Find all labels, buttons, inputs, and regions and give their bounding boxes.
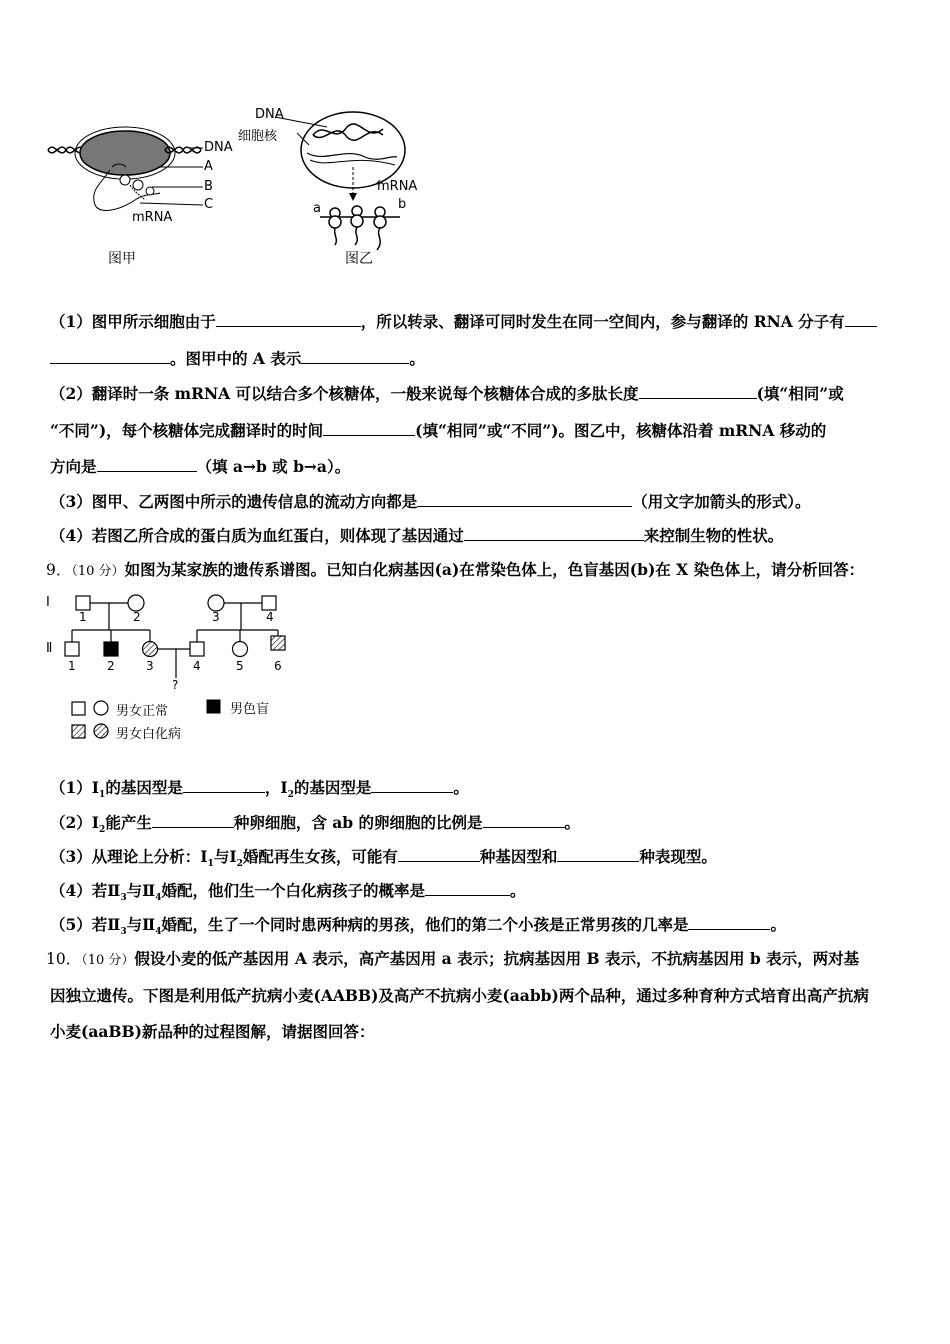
q8-p1b: ，所以转录、翻译可同时发生在同一空间内，参与翻译的 RNA 分子有 — [360, 312, 845, 331]
q9-s1e: 。 — [453, 778, 469, 797]
q9-blank4[interactable] — [483, 812, 565, 828]
q8-blank1[interactable] — [216, 311, 361, 327]
q10-line3 — [50, 1022, 374, 1042]
q9-s1-sub2: 2 — [287, 790, 294, 801]
legend-albino: 男女白化病 — [116, 727, 182, 742]
q8-blank3[interactable] — [301, 348, 409, 364]
legend-colorblind: 男色盲 — [230, 702, 270, 717]
q9-s4 — [50, 880, 526, 908]
q9-s3-sub1: 1 — [207, 859, 214, 870]
q9-s3a: （3）从理论上分析：Ⅰ — [50, 847, 208, 866]
gen2-id-4: 4 — [193, 659, 201, 673]
q9-blank6[interactable] — [557, 846, 639, 862]
gen2-id-5: 5 — [236, 659, 244, 673]
q9-stem — [46, 560, 864, 582]
gen2-id-6: 6 — [274, 659, 282, 673]
q8-line1 — [50, 311, 877, 332]
q9-s2c: 种卵细胞，含 ab 的卵细胞的比例是 — [233, 813, 483, 832]
figure-jia — [40, 115, 240, 275]
gen1-id-4: 4 — [266, 610, 274, 624]
q9-blank5[interactable] — [398, 846, 480, 862]
q8-line5 — [50, 456, 350, 477]
yi-label-b: b — [398, 197, 407, 212]
q8-line7 — [50, 525, 783, 546]
unknown-child: ? — [172, 678, 179, 692]
gen2-id-2: 2 — [107, 659, 115, 673]
gen2-id-1: 1 — [68, 659, 76, 673]
jia-label-c: C — [204, 197, 214, 212]
q8-blank7[interactable] — [417, 491, 632, 507]
q8-p3a: （3）图甲、乙两图中所示的遗传信息的流动方向都是 — [50, 492, 418, 511]
yi-label-mrna: mRNA — [377, 179, 418, 194]
q9-s5-sub4: 4 — [155, 927, 162, 938]
q8-p2a: （2）翻译时一条 mRNA 可以结合多个核糖体，一般来说每个核糖体合成的多肽长度 — [50, 384, 639, 403]
q8-p4b: 来控制生物的性状。 — [643, 526, 784, 545]
yi-caption: 图乙 — [345, 251, 373, 267]
legend-normal: 男女正常 — [116, 704, 169, 719]
q8-blank2a[interactable] — [845, 311, 877, 327]
jia-label-dna: DNA — [204, 140, 233, 155]
q9-s4c: 婚配，他们生一个白化病孩子的概率是 — [161, 881, 425, 900]
q9-s2b: 能产生 — [105, 813, 152, 832]
q9-s4b: 与Ⅱ — [126, 881, 156, 900]
q8-p1d: 。 — [409, 349, 425, 368]
q9-number: 9． — [46, 561, 72, 579]
q8-line2 — [50, 348, 425, 369]
q10-line1 — [46, 949, 859, 971]
q9-s3-sub2: 2 — [236, 859, 243, 870]
q9-s5c: 婚配，生了一个同时患两种病的男孩，他们的第二个小孩是正常男孩的几率是 — [161, 915, 689, 934]
q10-line2-text: 因独立遗传。下图是利用低产抗病小麦(AABB)及高产不抗病小麦(aabb)两个品种，通过多种育种方式培育出高产抗病 — [50, 986, 869, 1005]
pedigree — [44, 590, 304, 750]
q8-line3 — [50, 383, 844, 404]
gen1-id-2: 2 — [133, 610, 141, 624]
q9-s3d: 种基因型和 — [479, 847, 558, 866]
q9-s2d: 。 — [564, 813, 581, 832]
q8-blank4[interactable] — [639, 383, 757, 399]
q8-line6 — [50, 491, 811, 512]
q9-blank8[interactable] — [688, 914, 770, 930]
q9-s5a: （5）若Ⅱ — [50, 915, 121, 934]
q9-score: （10 分） — [71, 564, 125, 579]
q9-blank2[interactable] — [371, 777, 453, 793]
q8-p2d: (填“相同”或“不同”)。图乙中，核糖体沿着 mRNA 移动的 — [415, 421, 827, 440]
q9-s3c: 婚配再生女孩，可能有 — [242, 847, 398, 866]
q9-s3e: 种表现型。 — [639, 847, 717, 866]
jia-label-b: B — [204, 179, 213, 194]
jia-caption: 图甲 — [108, 251, 136, 267]
yi-label-dna: DNA — [255, 107, 284, 122]
q9-s5d: 。 — [770, 915, 786, 934]
gen1-label: Ⅰ — [46, 595, 50, 610]
q9-s4-sub3: 3 — [120, 893, 127, 904]
q9-s3b: 与Ⅰ — [213, 847, 237, 866]
yi-label-a: a — [313, 201, 321, 216]
gen2-id-3: 3 — [146, 659, 154, 673]
q8-p2e: 方向是 — [50, 457, 97, 476]
q9-s1b: 的基因型是 — [105, 778, 183, 797]
q8-p1c: 。图甲中的 A 表示 — [170, 349, 302, 368]
q9-s1a: （1）Ⅰ — [50, 778, 100, 797]
q9-s3 — [50, 846, 717, 874]
q9-s1 — [50, 777, 469, 805]
q9-blank1[interactable] — [183, 777, 265, 793]
q9-s5b: 与Ⅱ — [126, 915, 156, 934]
q9-s2-sub: 2 — [99, 825, 106, 836]
q10-line1-text: 假设小麦的低产基因用 A 表示，高产基因用 a 表示；抗病基因用 B 表示，不抗病基因用 b 表示，两对基 — [134, 949, 860, 968]
jia-label-mrna: mRNA — [132, 210, 173, 225]
q9-stem-text: 如图为某家族的遗传系谱图。已知白化病基因(a)在常染色体上，色盲基因(b)在 X 染色体上，请分析回答： — [124, 560, 865, 579]
q9-blank3[interactable] — [152, 812, 234, 828]
q10-line3-text: 小麦(aaBB)新品种的过程图解，请据图回答： — [50, 1022, 375, 1041]
yi-label-nucleus: 细胞核 — [238, 129, 278, 144]
q9-s1-sub1: 1 — [99, 790, 106, 801]
q9-s5 — [50, 914, 786, 942]
q10-line2 — [50, 986, 869, 1006]
q8-p3b: （用文字加箭头的形式）。 — [632, 492, 811, 511]
q8-p2b: (填“相同”或 — [756, 384, 844, 403]
q8-p2f: （填 a→b 或 b→a）。 — [196, 457, 351, 476]
q10-number: 10． — [46, 950, 82, 968]
q8-p1a: （1）图甲所示细胞由于 — [50, 312, 216, 331]
figure-yi — [235, 105, 435, 275]
bacterium-diagram — [40, 115, 240, 275]
gen2-label: Ⅱ — [46, 641, 53, 656]
q8-line4 — [50, 420, 826, 441]
q9-s1c: ，Ⅰ — [264, 778, 288, 797]
q9-s1d: 的基因型是 — [293, 778, 372, 797]
q9-s4-sub4: 4 — [155, 893, 162, 904]
q8-blank5[interactable] — [323, 420, 415, 436]
q9-s5-sub3: 3 — [120, 927, 127, 938]
q9-s2a: （2）Ⅰ — [50, 813, 100, 832]
q9-s4d: 。 — [509, 881, 526, 900]
q9-s4a: （4）若Ⅱ — [50, 881, 121, 900]
q8-blank8[interactable] — [464, 525, 644, 541]
q8-blank2b[interactable] — [50, 348, 170, 364]
q9-blank7[interactable] — [425, 880, 510, 896]
q8-blank6[interactable] — [97, 456, 197, 472]
q9-s2 — [50, 812, 580, 840]
q8-p2c: “不同”)，每个核糖体完成翻译时的时间 — [50, 421, 324, 440]
q8-p4a: （4）若图乙所合成的蛋白质为血红蛋白，则体现了基因通过 — [50, 526, 464, 545]
jia-label-a: A — [204, 159, 213, 174]
gen1-id-1: 1 — [79, 610, 87, 624]
q10-score: （10 分） — [81, 953, 135, 968]
gen1-id-3: 3 — [212, 610, 220, 624]
